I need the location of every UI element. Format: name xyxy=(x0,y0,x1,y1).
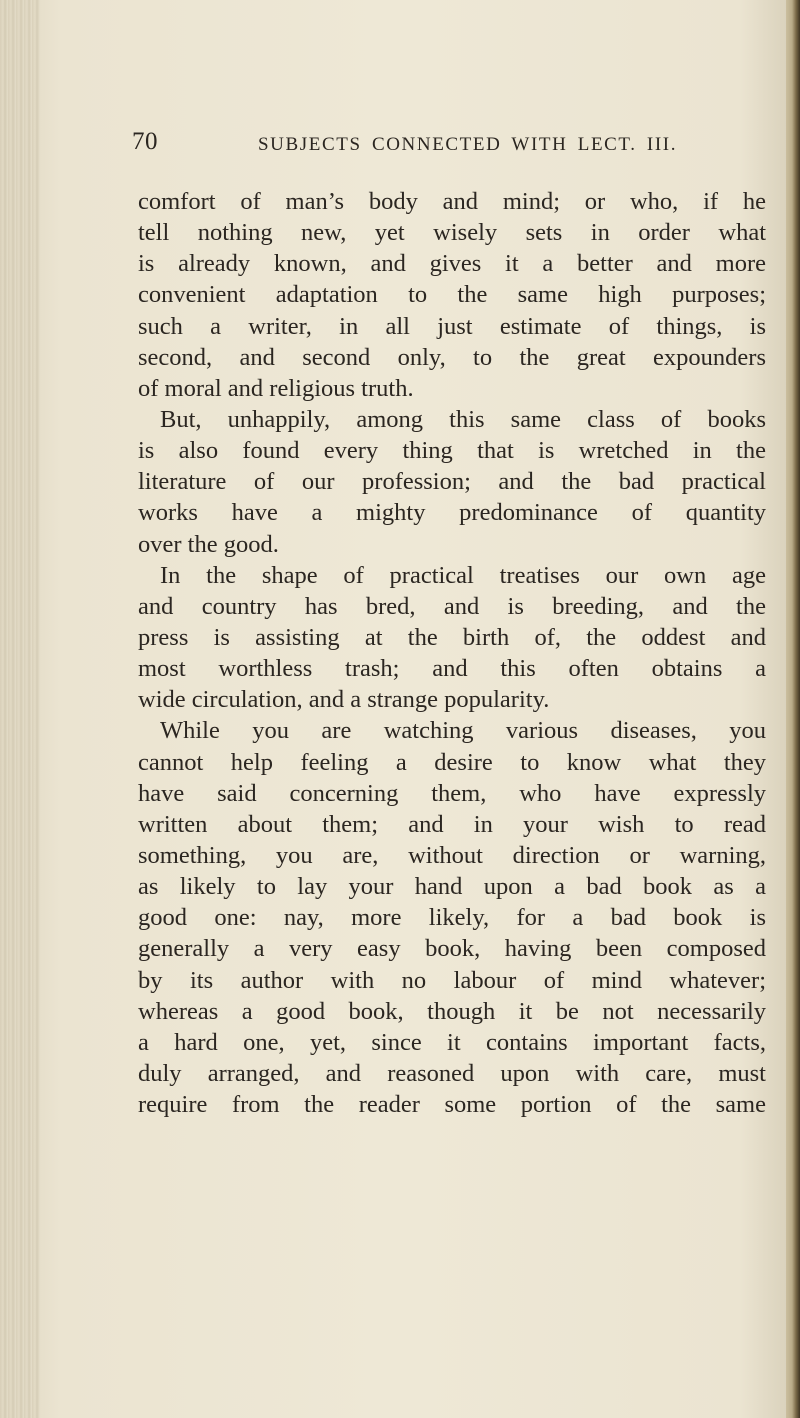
text-line: press is assisting at the birth of, the oddest and xyxy=(138,623,766,651)
text-line: tell nothing new, yet wisely sets in order what xyxy=(138,219,766,247)
text-line: But, unhappily, among this same class of books xyxy=(160,405,766,433)
text-line: works have a mighty predominance of quantity xyxy=(138,499,766,527)
text-line: of moral and religious truth. xyxy=(138,374,414,402)
text-line: something, you are, without direction or warning, xyxy=(138,841,766,869)
text-line: is also found every thing that is wretched in the xyxy=(138,437,766,465)
page-edge-shadow-right xyxy=(786,0,800,1418)
text-line: wide circulation, and a strange popularity. xyxy=(138,686,550,714)
text-line: good one: nay, more likely, for a bad book is xyxy=(138,904,766,932)
text-line: by its author with no labour of mind whatever; xyxy=(138,966,766,994)
text-line: While you are watching various diseases, you xyxy=(160,717,766,745)
text-line: In the shape of practical treatises our own age xyxy=(160,561,766,589)
text-line: convenient adaptation to the same high purposes; xyxy=(138,281,766,309)
text-line: require from the reader some portion of the same xyxy=(138,1091,766,1119)
text-line: written about them; and in your wish to read xyxy=(138,810,766,838)
text-line: whereas a good book, though it be not necessarily xyxy=(138,997,766,1025)
text-line: have said concerning them, who have expressly xyxy=(138,779,766,807)
running-head-title: SUBJECTS CONNECTED WITH LECT. III. xyxy=(258,134,678,155)
body-text xyxy=(138,186,766,1120)
text-line: most worthless trash; and this often obtains a xyxy=(138,655,766,683)
text-line: is already known, and gives it a better and more xyxy=(138,250,766,278)
text-line: such a writer, in all just estimate of things, is xyxy=(138,312,766,340)
binding-edge-left xyxy=(0,0,40,1418)
running-head xyxy=(0,128,800,168)
text-line: second, and second only, to the great expounders xyxy=(138,343,766,371)
text-line: over the good. xyxy=(138,530,279,558)
text-line: literature of our profession; and the bad practical xyxy=(138,468,766,496)
text-line: duly arranged, and reasoned upon with care, must xyxy=(138,1059,766,1087)
text-line: generally a very easy book, having been composed xyxy=(138,935,766,963)
text-line: a hard one, yet, since it contains important facts, xyxy=(138,1028,766,1056)
text-line: and country has bred, and is breeding, and the xyxy=(138,592,766,620)
page-number: 70 xyxy=(132,128,158,155)
text-line: as likely to lay your hand upon a bad book as a xyxy=(138,873,766,901)
text-line: cannot help feeling a desire to know what they xyxy=(138,748,766,776)
text-line: comfort of man’s body and mind; or who, if he xyxy=(138,188,766,215)
